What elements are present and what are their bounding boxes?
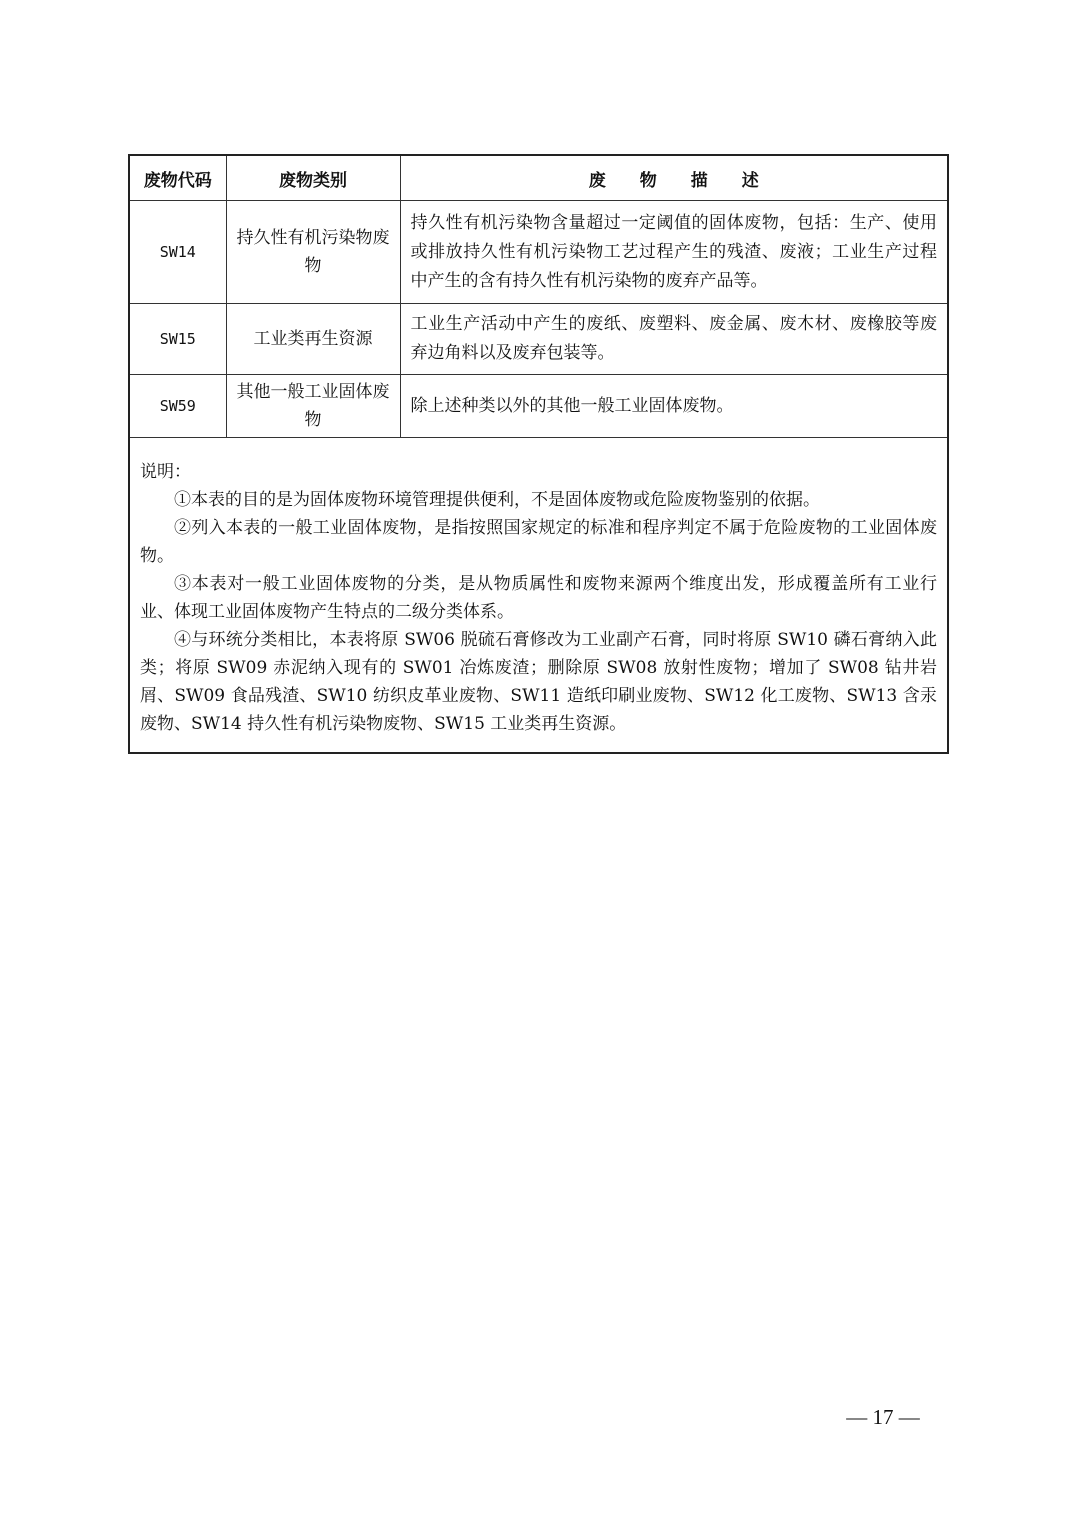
- table-header-row: [129, 155, 948, 201]
- waste-classification-table: [128, 154, 949, 754]
- row-description: 持久性有机污染物含量超过一定阈值的固体废物，包括：生产、使用或排放持久性有机污染物工艺过程产生的残渣、废液；工业生产过程中产生的含有持久性有机污染物的废弃产品等。: [400, 201, 948, 304]
- table-row: [129, 375, 948, 438]
- header-description: 废 物 描 述: [400, 155, 948, 201]
- row-code: SW15: [129, 304, 226, 375]
- row-category: 工业类再生资源: [226, 304, 400, 375]
- table-row: [129, 304, 948, 375]
- note-item-2: ②列入本表的一般工业固体废物，是指按照国家规定的标准和程序判定不属于危险废物的工业固体废物。: [140, 518, 937, 566]
- notes-cell: [129, 438, 948, 754]
- notes-row: [129, 438, 948, 754]
- row-description: 工业生产活动中产生的废纸、废塑料、废金属、废木材、废橡胶等废弃边角料以及废弃包装等。: [400, 304, 948, 375]
- row-category: 持久性有机污染物废物: [226, 201, 400, 304]
- row-category: 其他一般工业固体废物: [226, 375, 400, 438]
- page-number: — 17 —: [846, 1405, 920, 1429]
- note-item-4: ④与环统分类相比，本表将原 SW06 脱硫石膏修改为工业副产石膏，同时将原 SW10 磷石膏纳入此类；将原 SW09 赤泥纳入现有的 SW01 冶炼废渣；删除原 SW08 放射性废物；增加了 SW08 钻井岩屑、SW09 食品残渣、SW10 纺织皮革业废物、SW11 造纸印刷业废物、SW12 化工废物、SW13 含汞废物、SW14 持久性有机污染物废物、SW15 工业类再生资源。: [140, 630, 937, 734]
- table-row: [129, 201, 948, 304]
- row-code: SW59: [129, 375, 226, 438]
- note-item-3: ③本表对一般工业固体废物的分类，是从物质属性和废物来源两个维度出发，形成覆盖所有工业行业、体现工业固体废物产生特点的二级分类体系。: [140, 574, 937, 622]
- notes-title: 说明：: [140, 462, 191, 482]
- row-description: 除上述种类以外的其他一般工业固体废物。: [400, 375, 948, 438]
- note-item-1: ①本表的目的是为固体废物环境管理提供便利，不是固体废物或危险废物鉴别的依据。: [174, 490, 820, 510]
- header-category: 废物类别: [226, 155, 400, 201]
- row-code: SW14: [129, 201, 226, 304]
- header-code: 废物代码: [129, 155, 226, 201]
